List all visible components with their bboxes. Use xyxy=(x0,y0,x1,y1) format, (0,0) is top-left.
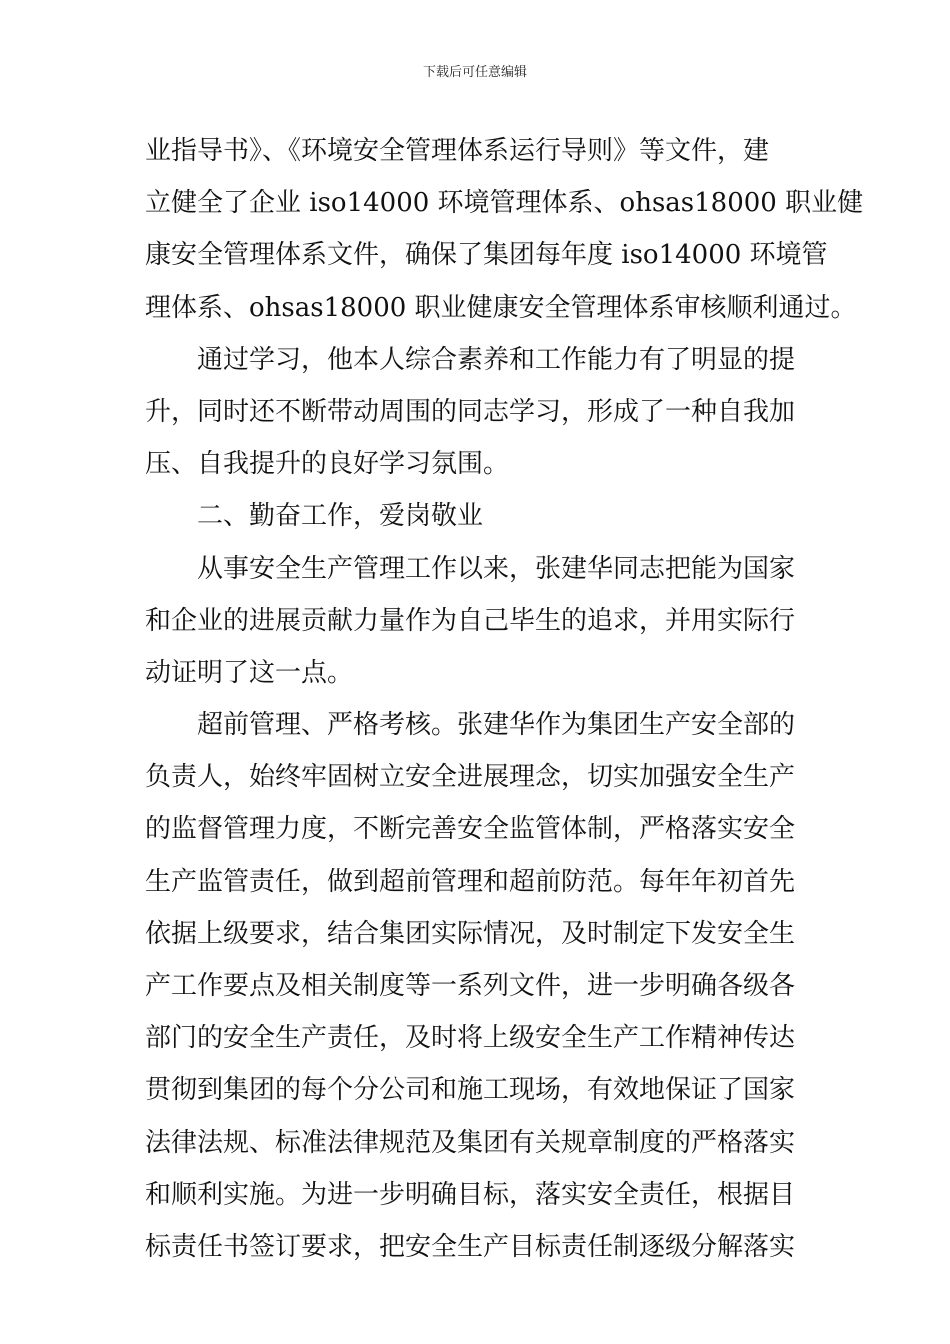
paragraph-first-line: 从事安全生产管理工作以来，张建华同志把能为国家 xyxy=(197,553,796,584)
section-heading: 二、勤奋工作，爱岗敬业 xyxy=(197,501,484,532)
text-line: 部门的安全生产责任，及时将上级安全生产工作精神传达 xyxy=(145,1023,796,1054)
text-line: 贯彻到集团的每个分公司和施工现场，有效地保证了国家 xyxy=(145,1075,796,1106)
text-line: 产工作要点及相关制度等一系列文件，进一步明确各级各 xyxy=(145,971,796,1001)
paragraph-first-line: 超前管理、严格考核。张建华作为集团生产安全部的 xyxy=(197,710,796,741)
text-line: 理体系、ohsas18000 职业健康安全管理体系审核顺利通过。 xyxy=(145,292,857,323)
text-line: 业指导书》、《环境安全管理体系运行导则》等文件，建 xyxy=(145,136,770,166)
text-line: 康安全管理体系文件，确保了集团每年度 iso14000 环境管 xyxy=(145,240,828,271)
text-line: 升，同时还不断带动周围的同志学习，形成了一种自我加 xyxy=(145,396,796,427)
text-line: 和顺利实施。为进一步明确目标，落实安全责任，根据目 xyxy=(145,1179,796,1210)
text-line: 的监督管理力度，不断完善安全监管体制，严格落实安全 xyxy=(145,814,796,845)
page-header-note: 下载后可任意编辑 xyxy=(422,65,527,80)
text-line: 法律法规、标准法律规范及集团有关规章制度的严格落实 xyxy=(145,1127,796,1158)
paragraph-first-line: 通过学习，他本人综合素养和工作能力有了明显的提 xyxy=(197,344,796,375)
text-line: 动证明了这一点。 xyxy=(145,657,354,688)
text-line: 生产监管责任，做到超前管理和超前防范。每年年初首先 xyxy=(145,866,796,897)
text-line: 负责人，始终牢固树立安全进展理念，切实加强安全生产 xyxy=(145,762,796,793)
document-body xyxy=(145,128,864,1276)
text-line: 和企业的进展贡献力量作为自己毕生的追求，并用实际行 xyxy=(145,605,796,636)
text-line: 依据上级要求，结合集团实际情况，及时制定下发安全生 xyxy=(145,918,796,949)
text-line: 立健全了企业 iso14000 环境管理体系、ohsas18000 职业健 xyxy=(145,188,864,219)
text-line: 压、自我提升的良好学习氛围。 xyxy=(145,449,510,480)
text-line: 标责任书签订要求，把安全生产目标责任制逐级分解落实 xyxy=(145,1231,796,1262)
